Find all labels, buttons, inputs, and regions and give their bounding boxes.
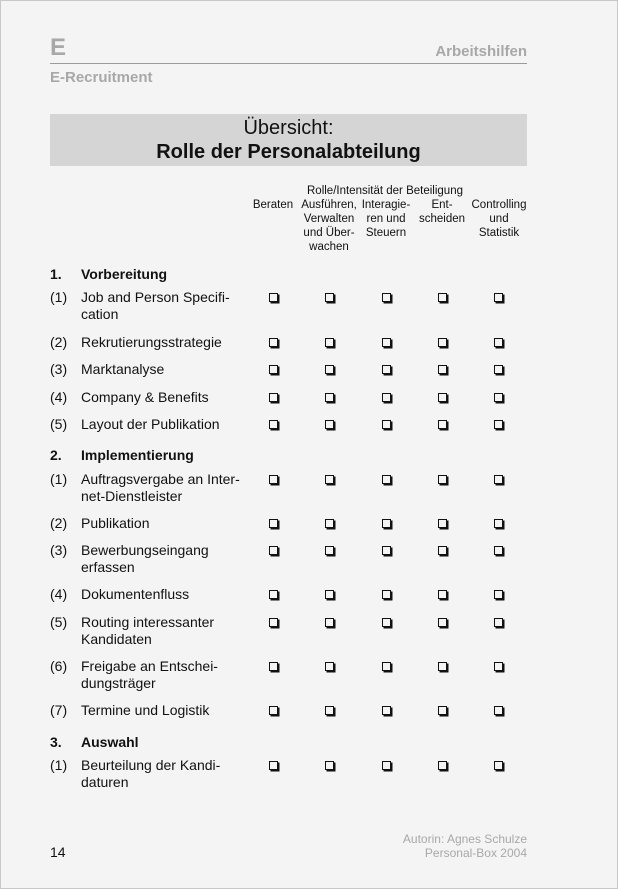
- header-divider: [50, 63, 527, 64]
- checkbox-5[interactable]: [494, 420, 503, 429]
- chapter-letter: E: [50, 34, 67, 61]
- checkbox-3[interactable]: [382, 365, 391, 374]
- title-line2: Rolle der Personalabteilung: [156, 141, 421, 163]
- checkbox-1[interactable]: [269, 365, 278, 374]
- checkbox-1[interactable]: [269, 519, 278, 528]
- item-number: (7): [50, 702, 68, 718]
- checkbox-4[interactable]: [438, 365, 447, 374]
- title-box: [50, 114, 527, 166]
- checkbox-1[interactable]: [269, 293, 278, 302]
- checkbox-5[interactable]: [494, 618, 503, 627]
- item-number: (2): [50, 515, 68, 531]
- checkbox-3[interactable]: [382, 519, 391, 528]
- checkbox-3[interactable]: [382, 590, 391, 599]
- item-label: Auftragsvergabe an Inter-net-Dienstleister: [81, 471, 240, 504]
- checkbox-1[interactable]: [269, 475, 278, 484]
- checkbox-3[interactable]: [382, 475, 391, 484]
- item-label: Publikation: [81, 515, 150, 531]
- checkbox-1[interactable]: [269, 590, 278, 599]
- checkbox-5[interactable]: [494, 706, 503, 715]
- checkbox-2[interactable]: [325, 475, 334, 484]
- checkbox-5[interactable]: [494, 519, 503, 528]
- checkbox-1[interactable]: [269, 338, 278, 347]
- column-header: Controlling und Statistik: [471, 199, 527, 239]
- page-number: 14: [50, 844, 66, 860]
- checkbox-1[interactable]: [269, 420, 278, 429]
- column-group-label: Rolle/Intensität der Beteiligung: [307, 185, 463, 197]
- checkbox-2[interactable]: [325, 590, 334, 599]
- checkbox-5[interactable]: [494, 590, 503, 599]
- checkbox-2[interactable]: [325, 761, 334, 770]
- item-label: Layout der Publikation: [81, 416, 220, 432]
- checkbox-2[interactable]: [325, 393, 334, 402]
- item-number: (6): [50, 658, 68, 674]
- checkbox-4[interactable]: [438, 662, 447, 671]
- footer-author: Autorin: Agnes Schulze: [402, 832, 527, 846]
- checkbox-3[interactable]: [382, 618, 391, 627]
- section-title: Implementierung: [81, 447, 194, 463]
- checkbox-2[interactable]: [325, 293, 334, 302]
- checkbox-4[interactable]: [438, 761, 447, 770]
- item-label: Company & Benefits: [81, 389, 209, 405]
- checkbox-4[interactable]: [438, 293, 447, 302]
- item-label: Routing interessanter Kandidaten: [81, 614, 215, 647]
- item-number: (5): [50, 416, 68, 432]
- item-number: (1): [50, 471, 68, 487]
- checkbox-3[interactable]: [382, 420, 391, 429]
- checkbox-3[interactable]: [382, 706, 391, 715]
- checkbox-5[interactable]: [494, 475, 503, 484]
- item-number: (2): [50, 334, 68, 350]
- checkbox-1[interactable]: [269, 662, 278, 671]
- checkbox-4[interactable]: [438, 420, 447, 429]
- section-title: Vorbereitung: [81, 266, 168, 282]
- column-header: Interagie-ren und Steuern: [361, 199, 411, 239]
- checkbox-3[interactable]: [382, 662, 391, 671]
- checkbox-3[interactable]: [382, 761, 391, 770]
- checkbox-3[interactable]: [382, 546, 391, 555]
- item-number: (3): [50, 542, 68, 558]
- checkbox-1[interactable]: [269, 546, 278, 555]
- item-number: (5): [50, 614, 68, 630]
- item-label: Marktanalyse: [81, 361, 165, 377]
- checkbox-1[interactable]: [269, 393, 278, 402]
- checkbox-4[interactable]: [438, 338, 447, 347]
- checkbox-3[interactable]: [382, 393, 391, 402]
- checkbox-2[interactable]: [325, 662, 334, 671]
- checkbox-5[interactable]: [494, 293, 503, 302]
- item-number: (1): [50, 757, 68, 773]
- checkbox-2[interactable]: [325, 338, 334, 347]
- item-number: (4): [50, 389, 68, 405]
- checkbox-5[interactable]: [494, 365, 503, 374]
- title-line1: Übersicht:: [243, 117, 334, 139]
- checkbox-4[interactable]: [438, 706, 447, 715]
- page-ghost-text: [40, 836, 43, 847]
- section-number: 3.: [50, 734, 62, 750]
- checkbox-2[interactable]: [325, 706, 334, 715]
- checkbox-3[interactable]: [382, 338, 391, 347]
- chapter-title: E-Recruitment: [50, 69, 153, 86]
- item-label: Bewerbungseingang erfassen: [81, 542, 209, 575]
- checkbox-4[interactable]: [438, 475, 447, 484]
- checkbox-4[interactable]: [438, 618, 447, 627]
- section-title: Auswahl: [81, 734, 139, 750]
- checkbox-2[interactable]: [325, 546, 334, 555]
- checkbox-5[interactable]: [494, 662, 503, 671]
- checkbox-2[interactable]: [325, 618, 334, 627]
- checkbox-4[interactable]: [438, 393, 447, 402]
- checkbox-5[interactable]: [494, 761, 503, 770]
- section-number: 2.: [50, 447, 62, 463]
- checkbox-5[interactable]: [494, 338, 503, 347]
- item-label: Freigabe an Entschei-dungsträger: [81, 658, 218, 691]
- checkbox-3[interactable]: [382, 293, 391, 302]
- section-number: 1.: [50, 266, 62, 282]
- checkbox-4[interactable]: [438, 590, 447, 599]
- section-label: Arbeitshilfen: [435, 43, 527, 60]
- checkbox-1[interactable]: [269, 761, 278, 770]
- checkbox-1[interactable]: [269, 706, 278, 715]
- checkbox-4[interactable]: [438, 546, 447, 555]
- checkbox-2[interactable]: [325, 420, 334, 429]
- item-number: (1): [50, 289, 68, 305]
- checkbox-5[interactable]: [494, 393, 503, 402]
- item-label: Job and Person Specifi-cation: [81, 289, 230, 322]
- checkbox-1[interactable]: [269, 618, 278, 627]
- column-header: Ausführen, Verwalten und Über-wachen: [301, 199, 357, 253]
- checkbox-2[interactable]: [325, 365, 334, 374]
- item-number: (3): [50, 361, 68, 377]
- checkbox-4[interactable]: [438, 519, 447, 528]
- column-header: Ent-scheiden: [418, 199, 466, 225]
- item-number: (4): [50, 586, 68, 602]
- checkbox-2[interactable]: [325, 519, 334, 528]
- checkbox-5[interactable]: [494, 546, 503, 555]
- column-header: Beraten: [252, 199, 294, 211]
- footer-credit: [403, 832, 527, 860]
- item-label: Beurteilung der Kandi-daturen: [81, 757, 221, 790]
- item-label: Dokumentenfluss: [81, 586, 190, 602]
- item-label: Rekrutierungsstrategie: [81, 334, 222, 350]
- item-label: Termine und Logistik: [81, 702, 210, 718]
- footer-source: Personal-Box 2004: [424, 846, 527, 860]
